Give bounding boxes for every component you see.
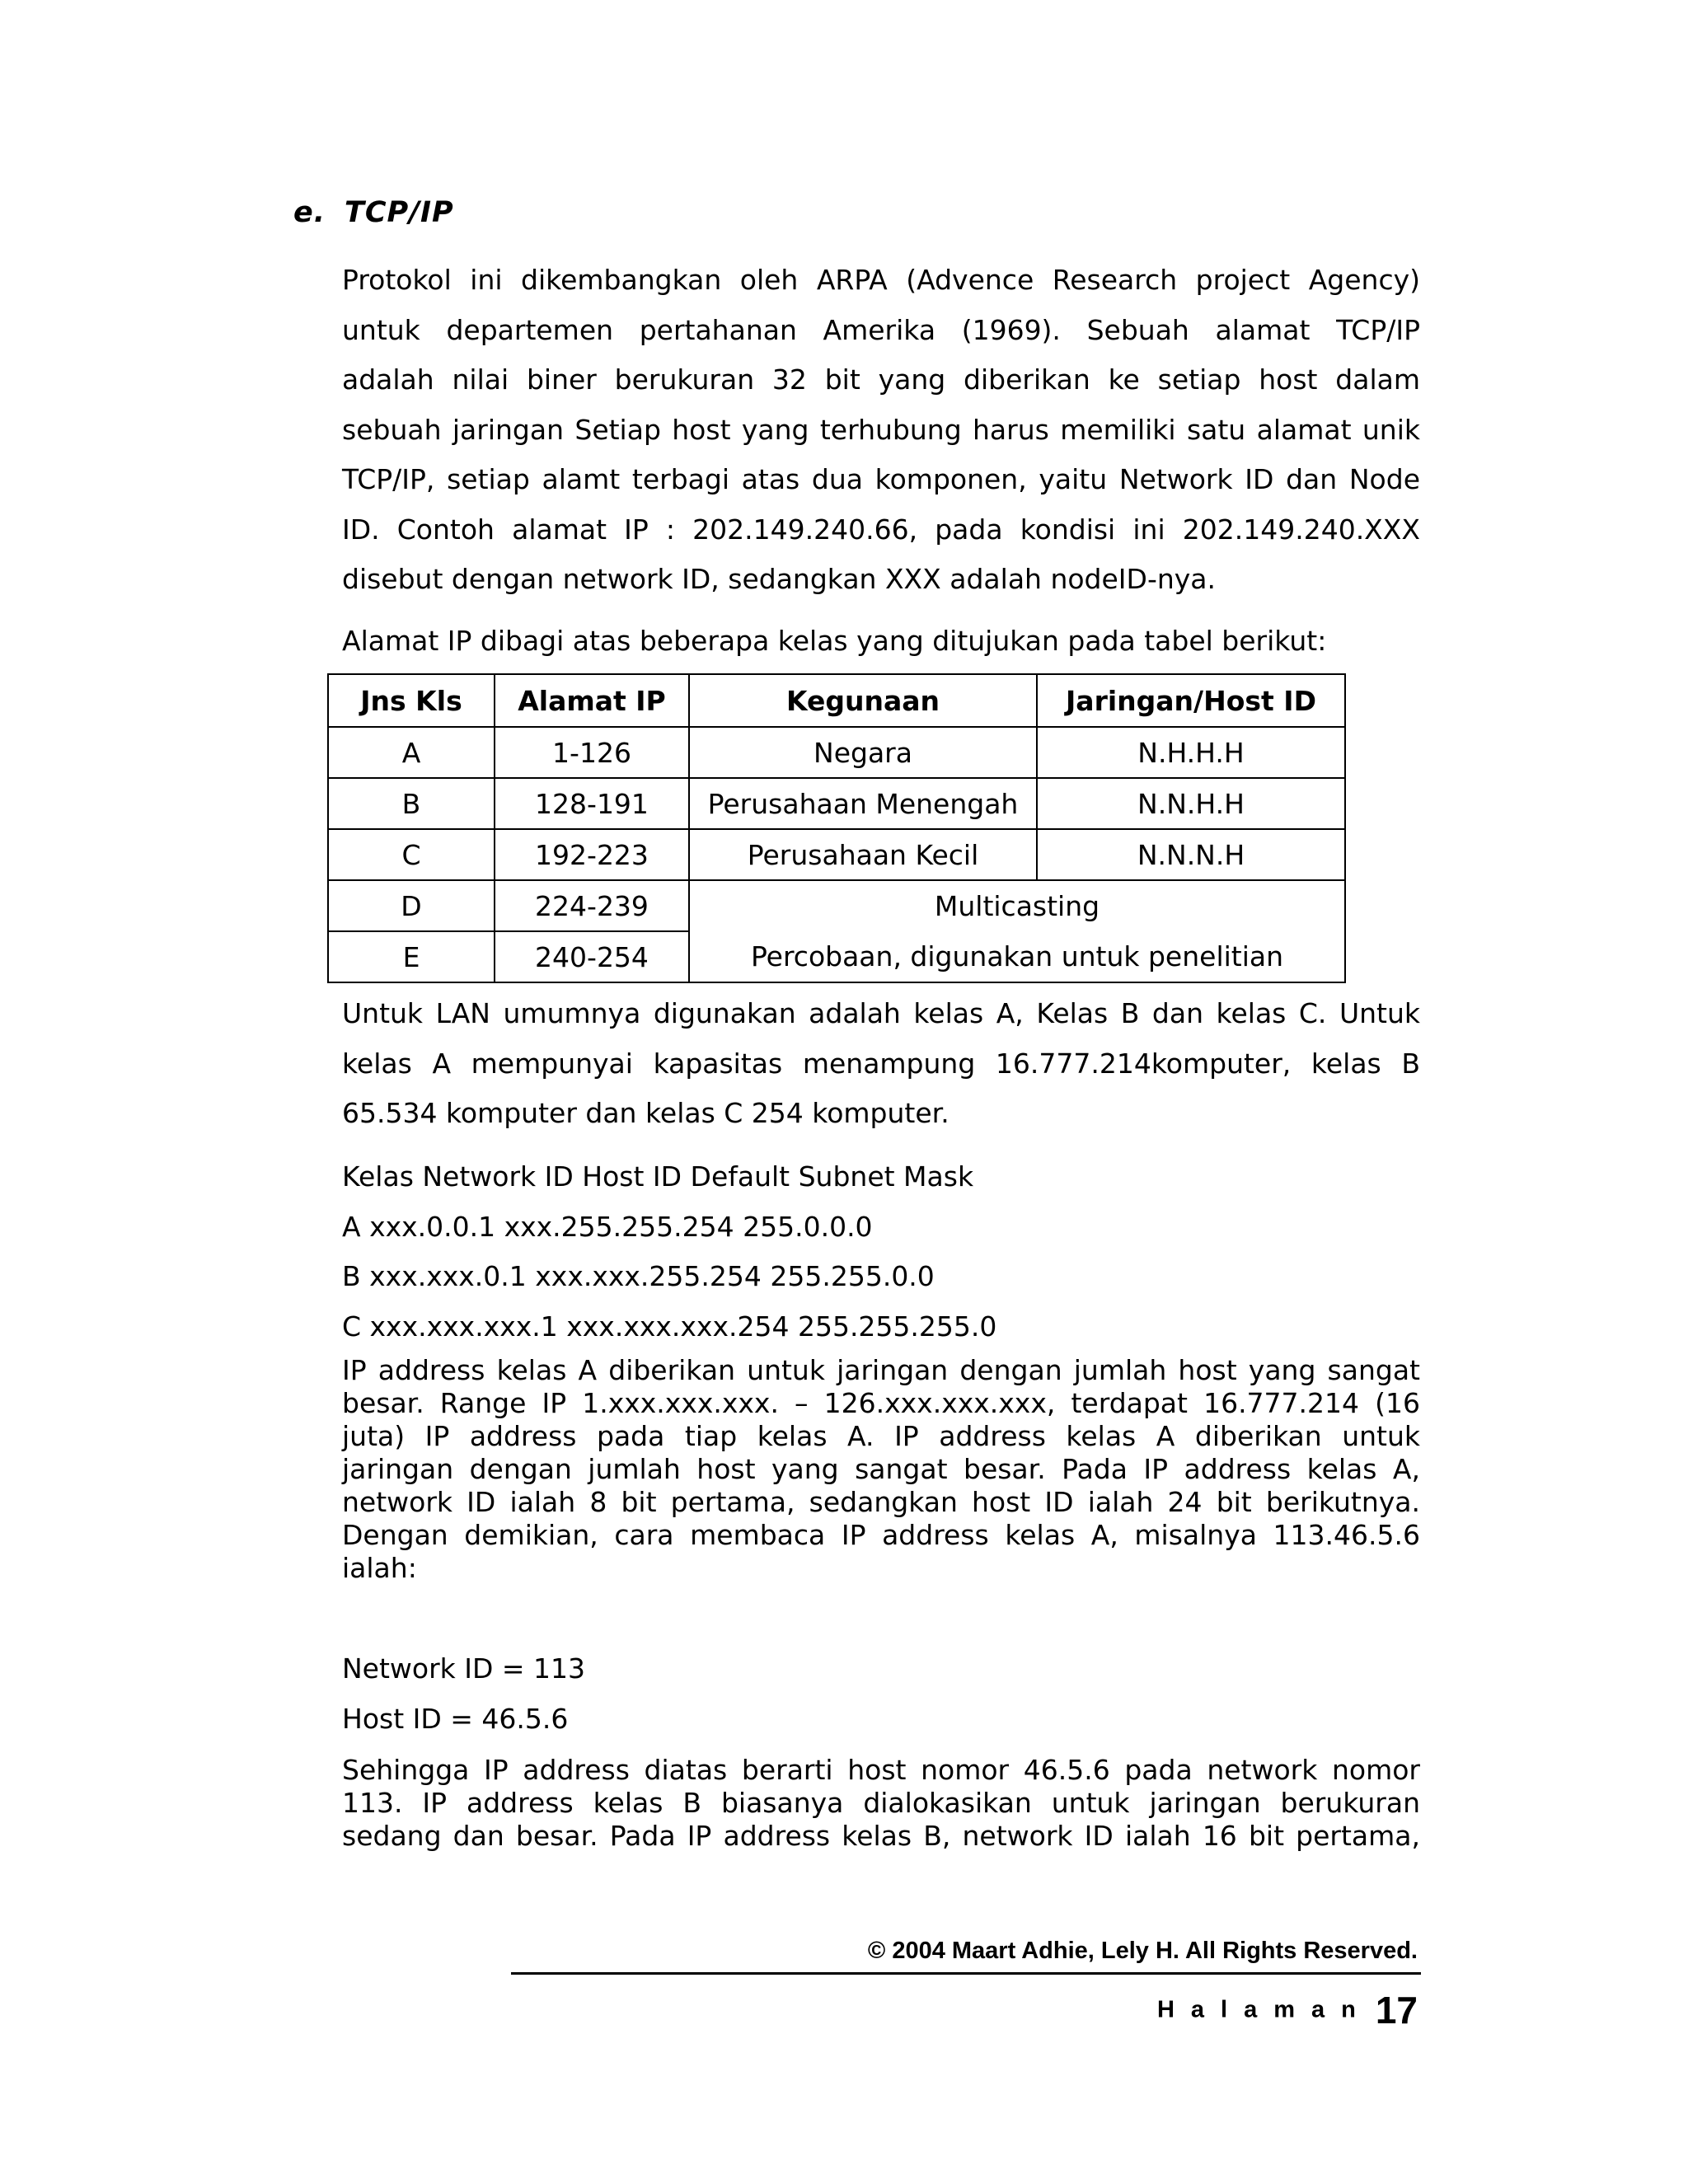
closing-paragraph (342, 1754, 1420, 1853)
table-row (328, 778, 1345, 829)
paragraph-line: 65.534 komputer dan kelas C 254 komputer. (342, 1097, 950, 1129)
section-heading (293, 196, 454, 229)
mask-line: B xxx.xxx.0.1 xxx.xxx.255.254 255.255.0.0 (342, 1260, 935, 1292)
class-a-paragraph (342, 1354, 1420, 1585)
table-cell: 240-254 (495, 931, 689, 982)
paragraph-line: kelas A mempunyai kapasitas menampung 16.777.214komputer, kelas B (342, 1047, 1420, 1080)
page-footer (1137, 1988, 1418, 2032)
table-cell: D (328, 880, 495, 931)
mask-line: C xxx.xxx.xxx.1 xxx.xxx.xxx.254 255.255.255.0 (342, 1310, 997, 1343)
table-cell: Perusahaan Kecil (689, 829, 1037, 880)
table-cell: E (328, 931, 495, 982)
paragraph-line: Sehingga IP address diatas berarti host nomor 46.5.6 pada network nomor (342, 1754, 1420, 1786)
mask-line: Kelas Network ID Host ID Default Subnet Mask (342, 1160, 974, 1193)
page-number: 17 (1375, 1989, 1418, 2032)
paragraph-line: Dengan demikian, cara membaca IP address kelas A, misalnya 113.46.5.6 (342, 1519, 1420, 1551)
table-cell: 1-126 (495, 727, 689, 778)
paragraph-line: 113. IP address kelas B biasanya dialokasikan untuk jaringan berukuran (342, 1787, 1420, 1819)
column-header: Jaringan/Host ID (1037, 674, 1345, 727)
ip-class-table (327, 673, 1346, 983)
table-cell: N.N.N.H (1037, 829, 1345, 880)
copyright-notice: © 2004 Maart Adhie, Lely H. All Rights Reserved. (867, 1938, 1418, 1964)
table-cell: 224-239 (495, 880, 689, 931)
section-title: TCP/IP (345, 196, 454, 229)
paragraph-line: TCP/IP, setiap alamt terbagi atas dua komponen, yaitu Network ID dan Node (342, 463, 1420, 495)
paragraph-line: untuk departemen pertahanan Amerika (1969). Sebuah alamat TCP/IP (342, 313, 1420, 346)
column-header: Jns Kls (328, 674, 495, 727)
paragraph-line: network ID ialah 8 bit pertama, sedangkan host ID ialah 24 bit berikutnya. (342, 1486, 1420, 1518)
paragraph-line: sebuah jaringan Setiap host yang terhubung harus memiliki satu alamat unik (342, 413, 1420, 446)
table-row (328, 931, 1345, 982)
paragraph-line: besar. Range IP 1.xxx.xxx.xxx. – 126.xxx.xxx.xxx, terdapat 16.777.214 (16 (342, 1387, 1420, 1419)
table-intro: Alamat IP dibagi atas beberapa kelas yang ditujukan pada tabel berikut: (342, 625, 1327, 657)
paragraph-line: jaringan dengan jumlah host yang sangat besar. Pada IP address kelas A, (342, 1453, 1420, 1485)
table-cell: Perusahaan Menengah (689, 778, 1037, 829)
column-header: Alamat IP (495, 674, 689, 727)
table-cell: Negara (689, 727, 1037, 778)
table-row (328, 727, 1345, 778)
lan-paragraph (342, 989, 1420, 1139)
paragraph-line: adalah nilai biner berukuran 32 bit yang diberikan ke setiap host dalam (342, 363, 1420, 396)
paragraph-line: juta) IP address pada tiap kelas A. IP address kelas A diberikan untuk (342, 1420, 1420, 1452)
table-row (328, 880, 1345, 931)
mask-line: A xxx.0.0.1 xxx.255.255.254 255.0.0.0 (342, 1210, 873, 1243)
example-lines (342, 1644, 1420, 1744)
table-cell: B (328, 778, 495, 829)
table-cell: 128-191 (495, 778, 689, 829)
subnet-mask-list (342, 1152, 1420, 1352)
section-number: e. (293, 196, 326, 229)
table-cell: 192-223 (495, 829, 689, 880)
paragraph-line: sedang dan besar. Pada IP address kelas B, network ID ialah 16 bit pertama, (342, 1820, 1420, 1852)
paragraph-line: Untuk LAN umumnya digunakan adalah kelas A, Kelas B dan kelas C. Untuk (342, 997, 1420, 1029)
column-header: Kegunaan (689, 674, 1037, 727)
table-header-row (328, 674, 1345, 727)
table-cell: Multicasting (689, 880, 1345, 931)
example-line: Network ID = 113 (342, 1652, 586, 1685)
paragraph-line: disebut dengan network ID, sedangkan XXX adalah nodeID-nya. (342, 563, 1217, 595)
table-cell: Percobaan, digunakan untuk penelitian (689, 931, 1345, 982)
page-label: Halaman (1156, 1996, 1372, 2023)
footer-divider (511, 1972, 1421, 1975)
example-line: Host ID = 46.5.6 (342, 1702, 569, 1735)
paragraph-line: IP address kelas A diberikan untuk jaringan dengan jumlah host yang sangat (342, 1354, 1420, 1386)
paragraph-line: ID. Contoh alamat IP : 202.149.240.66, pada kondisi ini 202.149.240.XXX (342, 513, 1420, 546)
table-row (328, 829, 1345, 880)
table-cell: C (328, 829, 495, 880)
table-cell: A (328, 727, 495, 778)
paragraph-line: ialah: (342, 1552, 417, 1584)
paragraph-line: Protokol ini dikembangkan oleh ARPA (Advence Research project Agency) (342, 264, 1420, 296)
table-cell: N.N.H.H (1037, 778, 1345, 829)
intro-paragraph (342, 255, 1420, 605)
table-cell: N.H.H.H (1037, 727, 1345, 778)
